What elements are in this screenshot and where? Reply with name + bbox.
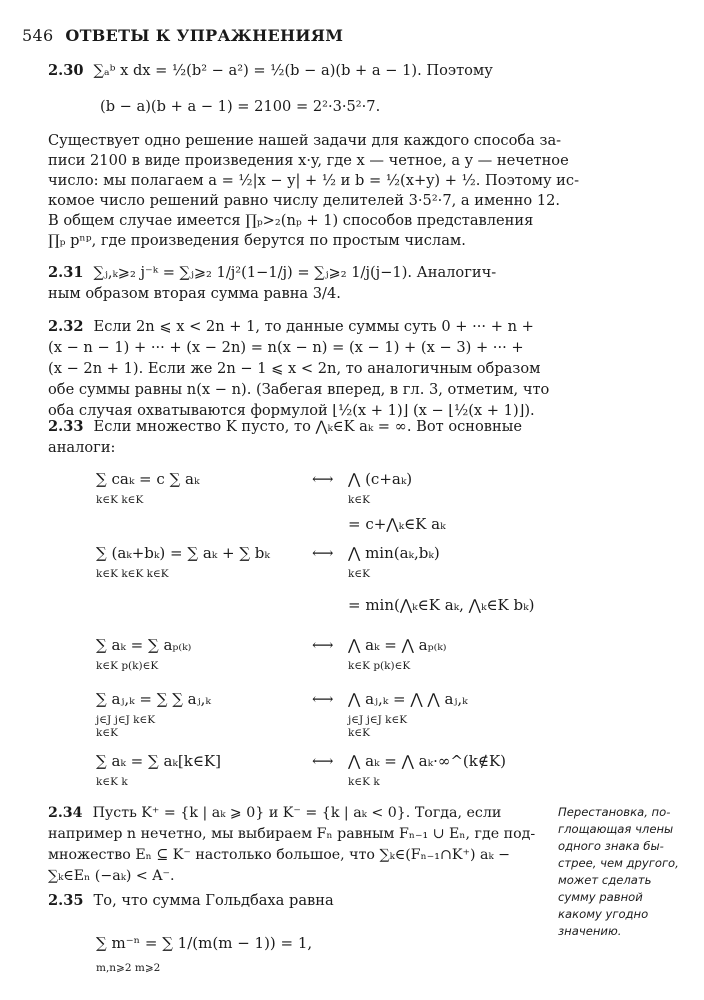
analogy-row bbox=[0, 752, 704, 804]
exercise-2-35-display-subscript: m,n⩾2 m⩾2 bbox=[96, 962, 161, 974]
analogy-lhs-subscript: k∈K k bbox=[96, 776, 128, 788]
exercise-2-30-display: (b − a)(b + a − 1) = 2100 = 2²·3·5²·7. bbox=[100, 98, 381, 115]
exercise-2-32-line4: обе суммы равны n(x − n). (Забегая вперед, в гл. 3, отметим, что bbox=[48, 381, 550, 398]
exercise-text: Если 2n ⩽ x < 2n + 1, то данные суммы суть 0 + ··· + n + bbox=[93, 318, 534, 335]
analogy-arrow: ⟷ bbox=[312, 690, 334, 708]
exercise-2-30-text-4: комое число решений равно числу делителей 3·5²·7, а именно 12. bbox=[48, 192, 561, 209]
analogy-rhs: ⋀ aⱼ,ₖ = ⋀ ⋀ aⱼ,ₖ bbox=[348, 690, 468, 708]
analogy-rhs-subscript: k∈K bbox=[348, 494, 370, 506]
analogy-rhs-subscript: k∈K p(k)∈K bbox=[348, 660, 411, 672]
analogy-arrow: ⟷ bbox=[312, 636, 334, 654]
exercise-2-35-line1 bbox=[48, 894, 334, 909]
analogy-lhs: ∑ aₖ = ∑ aₚ₍ₖ₎ bbox=[96, 636, 192, 654]
margin-note-line: значению. bbox=[558, 924, 622, 938]
analogy-rhs-subscript-2: k∈K bbox=[348, 727, 370, 739]
exercise-2-31-line2: ным образом вторая сумма равна 3/4. bbox=[48, 285, 341, 302]
analogy-rhs: = c+⋀ₖ∈K aₖ bbox=[348, 515, 446, 533]
analogy-lhs: ∑ aₖ = ∑ aₖ[k∈K] bbox=[96, 752, 221, 770]
analogy-arrow: ⟷ bbox=[312, 752, 334, 770]
analogy-row bbox=[0, 544, 704, 596]
analogy-lhs-subscript: k∈K k∈K bbox=[96, 494, 144, 506]
margin-note-line: Перестановка, по- bbox=[558, 805, 671, 819]
analogy-arrow: ⟷ bbox=[312, 544, 334, 562]
exercise-2-33-line2: аналоги: bbox=[48, 439, 116, 456]
analogy-rhs: ⋀ min(aₖ,bₖ) bbox=[348, 544, 440, 562]
exercise-number: 2.32 bbox=[48, 318, 84, 335]
margin-note-line: может сделать bbox=[558, 873, 652, 887]
margin-note-line: какому угодно bbox=[558, 907, 649, 921]
exercise-text: То, что сумма Гольдбаха равна bbox=[93, 892, 334, 909]
exercise-number: 2.33 bbox=[48, 418, 84, 435]
analogy-rhs: ⋀ (c+aₖ) bbox=[348, 470, 413, 488]
exercise-2-32-line5: оба случая охватываются формулой ⌊½(x + 1)⌋ (x − ⌊½(x + 1)⌋). bbox=[48, 402, 535, 419]
exercise-2-35-display: ∑ m⁻ⁿ = ∑ 1/(m(m − 1)) = 1, bbox=[96, 934, 313, 952]
exercise-number: 2.35 bbox=[48, 892, 84, 909]
analogy-row bbox=[0, 636, 704, 688]
exercise-text: Пусть K⁺ = {k | aₖ ⩾ 0} и K⁻ = {k | aₖ < 0}. Тогда, если bbox=[92, 805, 502, 821]
page-number: 546 bbox=[22, 26, 54, 45]
margin-note-line: одного знака бы- bbox=[558, 839, 664, 853]
margin-note bbox=[558, 804, 702, 940]
exercise-2-30-text-2: писи 2100 в виде произведения x·y, где x — четное, а y — нечетное bbox=[48, 152, 569, 169]
analogy-lhs-subscript: j∈J j∈J k∈K bbox=[96, 714, 156, 726]
exercise-2-32-line1 bbox=[48, 320, 534, 335]
exercise-number: 2.34 bbox=[48, 805, 83, 821]
analogy-lhs-subscript: k∈K k∈K k∈K bbox=[96, 568, 169, 580]
analogy-lhs: ∑ caₖ = c ∑ aₖ bbox=[96, 470, 200, 488]
exercise-number: 2.31 bbox=[48, 264, 84, 281]
exercise-2-30-text-3: число: мы полагаем a = ½|x − y| + ½ и b = ½(x+y) + ½. Поэтому ис- bbox=[48, 172, 580, 189]
analogy-rhs-subscript: k∈K k bbox=[348, 776, 380, 788]
analogy-arrow: ⟷ bbox=[312, 470, 334, 488]
margin-note-line: глощающая члены bbox=[558, 822, 674, 836]
exercise-text: ∑ₐᵇ x dx = ½(b² − a²) = ½(b − a)(b + a − 1). Поэтому bbox=[93, 62, 493, 79]
exercise-2-34-line4: ∑ₖ∈Eₙ (−aₖ) < A⁻. bbox=[48, 868, 175, 884]
exercise-2-32-line2: (x − n − 1) + ··· + (x − 2n) = n(x − n) = (x − 1) + (x − 3) + ··· + bbox=[48, 339, 524, 356]
exercise-2-32-line3: (x − 2n + 1). Если же 2n − 1 ⩽ x < 2n, то аналогичным образом bbox=[48, 360, 541, 377]
exercise-2-30-text-1: Существует одно решение нашей задачи для каждого способа за- bbox=[48, 132, 562, 149]
exercise-2-34-line3: множество Eₙ ⊆ K⁻ настолько большое, что ∑ₖ∈(Fₙ₋₁∩K⁺) aₖ − bbox=[48, 847, 511, 863]
margin-note-line: сумму равной bbox=[558, 890, 643, 904]
running-header bbox=[22, 26, 343, 45]
exercise-2-30-text-6: ∏ₚ pⁿᵖ, где произведения берутся по простым числам. bbox=[48, 232, 466, 249]
exercise-text: ∑ⱼ,ₖ⩾₂ j⁻ᵏ = ∑ⱼ⩾₂ 1/j²(1−1/j) = ∑ⱼ⩾₂ 1/j(j−1). Аналогич- bbox=[93, 264, 497, 281]
exercise-2-31-line1 bbox=[48, 266, 496, 281]
page-title: ОТВЕТЫ К УПРАЖНЕНИЯМ bbox=[65, 26, 344, 45]
analogy-rhs-subscript: k∈K bbox=[348, 568, 370, 580]
exercise-2-30-text-5: В общем случае имеется ∏ₚ>₂(nₚ + 1) способов представления bbox=[48, 212, 534, 229]
analogy-lhs-subscript: k∈K p(k)∈K bbox=[96, 660, 159, 672]
analogy-rhs: ⋀ aₖ = ⋀ aₖ·∞^(k∉K) bbox=[348, 752, 507, 770]
analogy-rhs: = min(⋀ₖ∈K aₖ, ⋀ₖ∈K bₖ) bbox=[348, 596, 535, 614]
exercise-number: 2.30 bbox=[48, 62, 84, 79]
exercise-2-34-line2: например n нечетно, мы выбираем Fₙ равным Fₙ₋₁ ∪ Eₙ, где под- bbox=[48, 826, 536, 842]
exercise-2-33-line1 bbox=[48, 420, 522, 435]
exercise-2-30-line1 bbox=[48, 64, 493, 79]
analogy-row bbox=[0, 690, 704, 742]
exercise-2-34-line1 bbox=[48, 806, 501, 820]
analogy-lhs: ∑ (aₖ+bₖ) = ∑ aₖ + ∑ bₖ bbox=[96, 544, 270, 562]
analogy-lhs: ∑ aⱼ,ₖ = ∑ ∑ aⱼ,ₖ bbox=[96, 690, 211, 708]
margin-note-line: стрее, чем другого, bbox=[558, 856, 679, 870]
analogy-rhs-subscript: j∈J j∈J k∈K bbox=[348, 714, 408, 726]
analogy-rhs: ⋀ aₖ = ⋀ aₚ₍ₖ₎ bbox=[348, 636, 447, 654]
analogy-lhs-subscript-2: k∈K bbox=[96, 727, 118, 739]
exercise-text: Если множество K пусто, то ⋀ₖ∈K aₖ = ∞. Вот основные bbox=[93, 418, 522, 435]
